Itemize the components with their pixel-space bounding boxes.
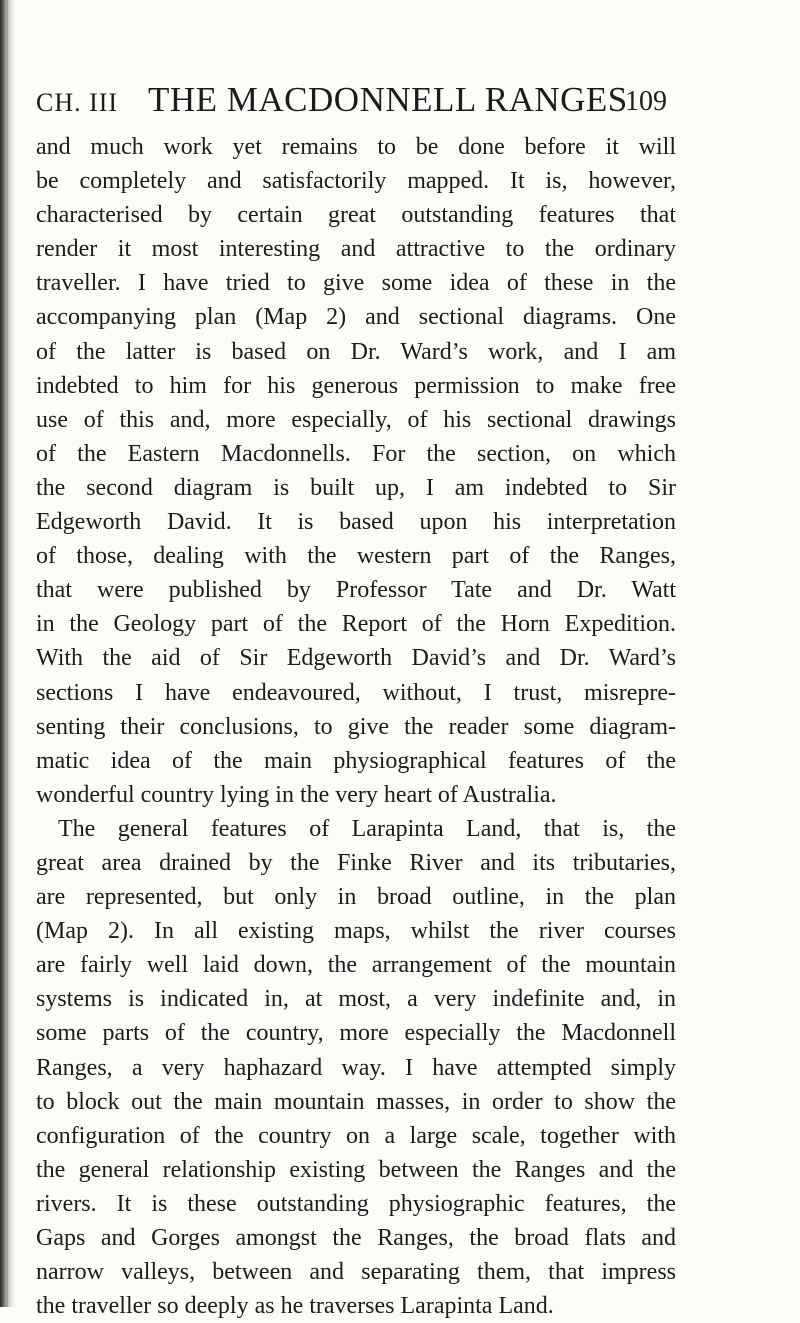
text-line: some parts of the country, more especially the Macdonnell: [36, 1020, 676, 1047]
text-line: great area drained by the Finke River and its tributaries,: [36, 849, 676, 876]
text-line: of the Eastern Macdonnells. For the section, on which: [36, 440, 676, 467]
paragraph: [36, 130, 676, 812]
chapter-label: CH. III: [36, 88, 119, 117]
body-text: [36, 130, 676, 1323]
text-line: and much work yet remains to be done before it will: [36, 134, 676, 160]
running-head: [36, 80, 667, 124]
text-line: characterised by certain great outstanding features that: [36, 202, 676, 229]
text-line: in the Geology part of the Report of the Horn Expedition.: [36, 611, 676, 638]
text-line: use of this and, more especially, of his sectional drawings: [36, 406, 676, 433]
text-line: wonderful country lying in the very heart of Australia.: [36, 781, 557, 808]
text-line: matic idea of the main physiographical features of the: [36, 747, 676, 774]
text-line: indebted to him for his generous permission to make free: [36, 372, 676, 399]
page-edge-line: [7, 0, 8, 1307]
text-line: configuration of the country on a large scale, together with: [36, 1122, 676, 1149]
running-title: THE MACDONNELL RANGES: [148, 80, 628, 119]
text-line: traveller. I have tried to give some idea of these in the: [36, 270, 676, 297]
text-line: to block out the main mountain masses, in order to show the: [36, 1088, 676, 1115]
text-line: systems is indicated in, at most, a very indefinite and, in: [36, 986, 676, 1013]
text-line: Edgeworth David. It is based upon his interpretation: [36, 509, 676, 536]
text-line: render it most interesting and attractive to the ordinary: [36, 236, 676, 263]
text-line: are represented, but only in broad outline, in the plan: [36, 884, 676, 911]
text-line: of those, dealing with the western part of the Ranges,: [36, 543, 676, 570]
text-line: Ranges, a very haphazard way. I have attempted simply: [36, 1054, 676, 1081]
page-edge-shadow: [0, 0, 16, 1307]
text-line: The general features of Larapinta Land, that is, the: [58, 815, 676, 842]
text-line: the general relationship existing between the Ranges and the: [36, 1156, 676, 1183]
page-number: 109: [625, 86, 667, 117]
paragraph: [36, 812, 676, 1323]
text-line: are fairly well laid down, the arrangement of the mountain: [36, 952, 676, 979]
text-line: narrow valleys, between and separating them, that impress: [36, 1259, 676, 1286]
text-line: the second diagram is built up, I am indebted to Sir: [36, 474, 676, 501]
text-line: Gaps and Gorges amongst the Ranges, the broad flats and: [36, 1225, 676, 1251]
text-line: (Map 2). In all existing maps, whilst the river courses: [36, 918, 676, 945]
text-line: the traveller so deeply as he traverses Larapinta Land.: [36, 1293, 554, 1320]
text-line: rivers. It is these outstanding physiographic features, the: [36, 1190, 676, 1217]
text-line: that were published by Professor Tate and Dr. Watt: [36, 577, 676, 604]
text-line: be completely and satisfactorily mapped. It is, however,: [36, 168, 676, 195]
text-line: sections I have endeavoured, without, I trust, misrepre-: [36, 679, 676, 706]
text-line: senting their conclusions, to give the reader some diagram-: [36, 713, 676, 740]
text-line: accompanying plan (Map 2) and sectional diagrams. One: [36, 304, 676, 331]
text-line: With the aid of Sir Edgeworth David’s and Dr. Ward’s: [36, 645, 676, 672]
text-line: of the latter is based on Dr. Ward’s work, and I am: [36, 338, 676, 365]
